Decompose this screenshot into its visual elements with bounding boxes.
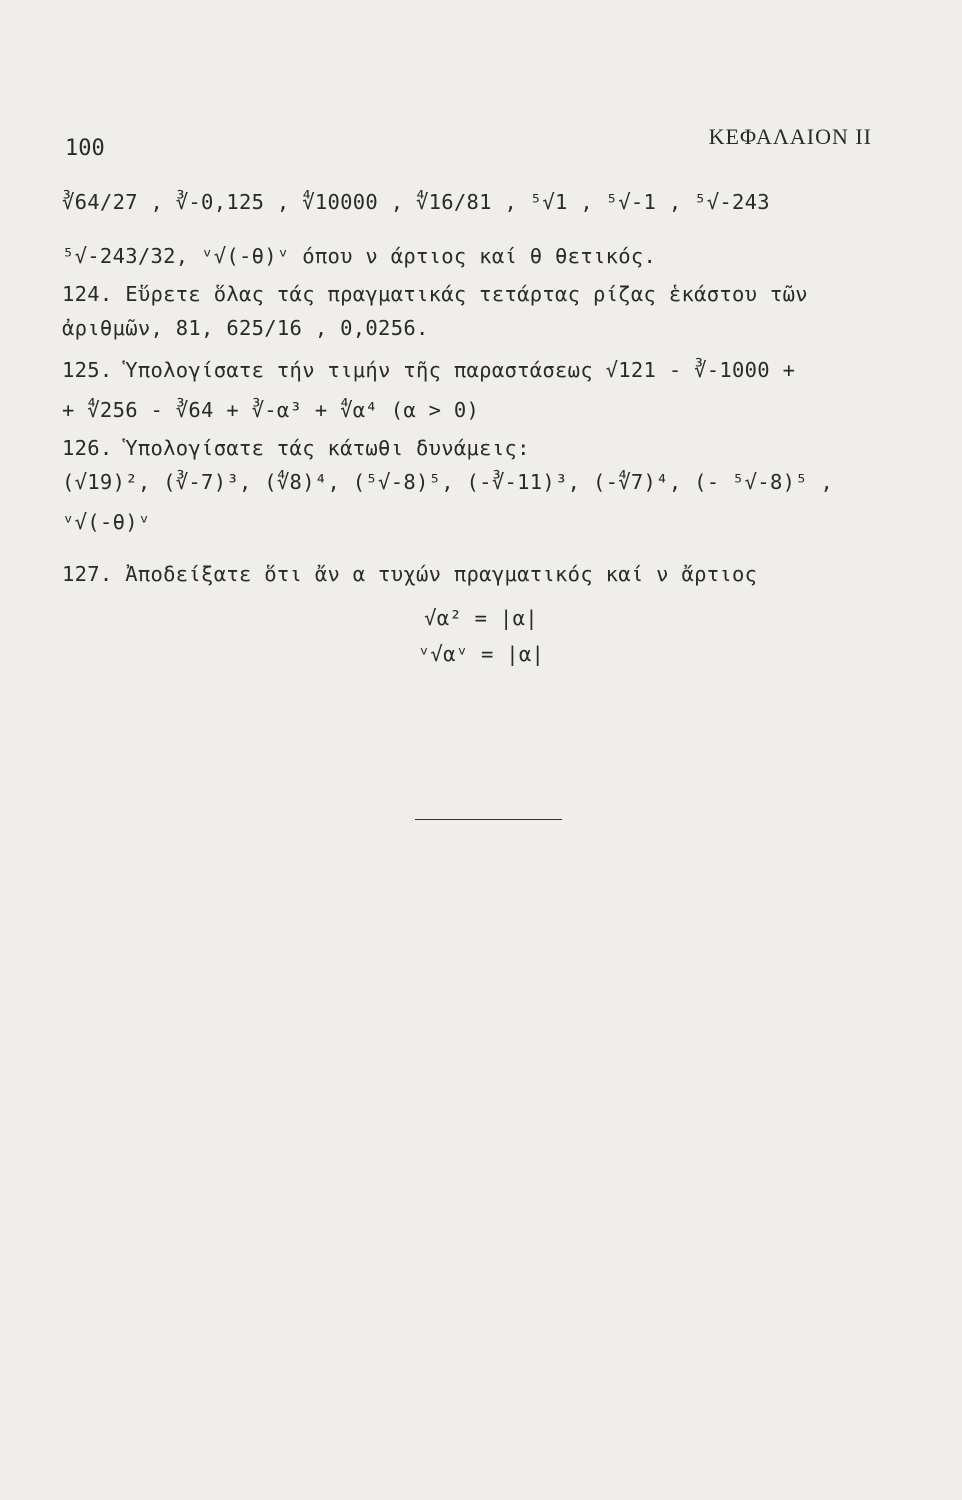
exercise-125-line-2: + ∜256 - ∛64 + ∛-α³ + ∜α⁴ (α > 0) (62, 398, 480, 422)
radicals-line-2: ⁵√-243/32, ᵛ√(-θ)ᵛ όπου ν άρτιος καί θ θετικός. (62, 244, 657, 268)
exercise-124-line-2: ἀριθμῶν, 81, 625/16 , 0,0256. (62, 316, 429, 340)
chapter-heading: ΚΕΦΑΛΑΙΟΝ ΙΙ (708, 124, 872, 149)
exercise-125-line-1: 125. Ὑπολογίσατε τήν τιμήν τῆς παραστάσεως √121 - ∛-1000 + (62, 358, 796, 382)
exercise-126-line-1: 126. Ὑπολογίσατε τάς κάτωθι δυνάμεις: (62, 436, 530, 460)
radicals-line-1: ∛64/27 , ∛-0,125 , ∜10000 , ∜16/81 , ⁵√1 , ⁵√-1 , ⁵√-243 (62, 190, 770, 214)
page-number: 100 (65, 136, 105, 161)
formula-square-root: √α² = |α| (424, 606, 538, 630)
exercise-126-line-3: ᵛ√(-θ)ᵛ (62, 510, 151, 534)
exercise-126-line-2: (√19)², (∛-7)³, (∜8)⁴, (⁵√-8)⁵, (-∛-11)³, (-∜7)⁴, (- ⁵√-8)⁵ , (62, 470, 834, 494)
exercise-124-line-1: 124. Εὕρετε ὅλας τάς πραγματικάς τετάρτας ρίζας ἑκάστου τῶν (62, 282, 808, 306)
section-divider (415, 819, 562, 820)
exercise-127-line-1: 127. Ἀποδείξατε ὅτι ἄν α τυχών πραγματικός καί ν ἄρτιος (62, 562, 758, 586)
formula-nth-root: ᵛ√αᵛ = |α| (417, 642, 545, 666)
